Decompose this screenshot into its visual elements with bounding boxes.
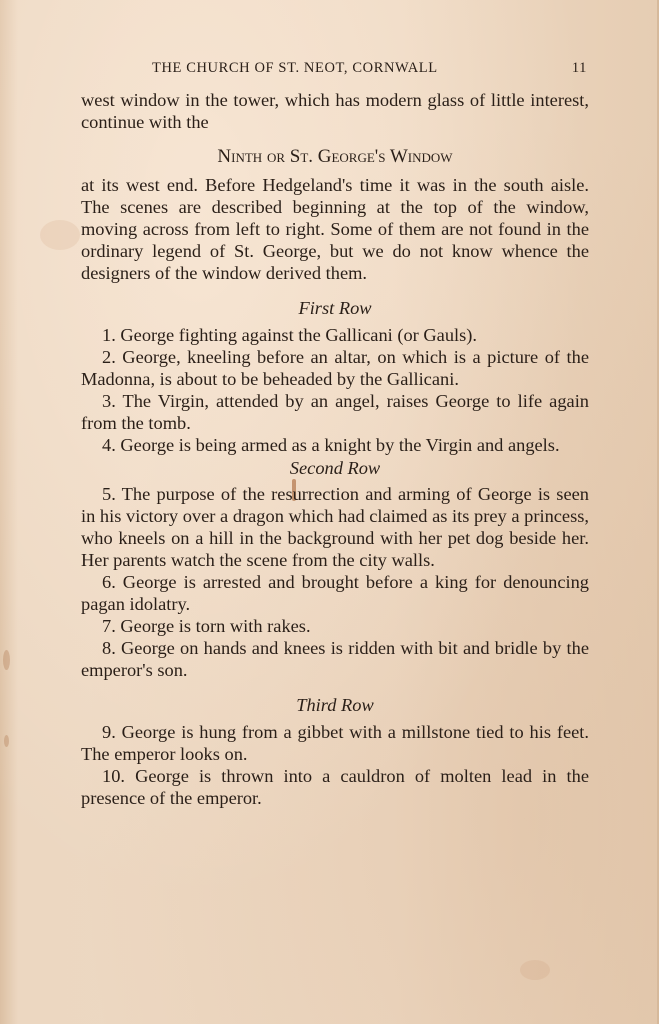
running-title: THE CHURCH OF ST. NEOT, CORNWALL bbox=[152, 60, 438, 76]
list-item: 2. George, kneeling before an altar, on which is a picture of the Madonna, is about to be beheaded by the Gallicani. bbox=[81, 347, 589, 389]
list-item: 6. George is arrested and brought before a king for denouncing pagan idolatry. bbox=[81, 572, 589, 614]
list-item: 3. The Virgin, attended by an angel, raises George to life again from the tomb. bbox=[81, 391, 589, 433]
description-paragraph: at its west end. Before Hedgeland's time it was in the south aisle. The scenes are described beginning at the top of the window, moving across from left to right. Some of them are not found in the ordinary legend of St. George, but we do not know whence the designers of the window derived them. bbox=[81, 175, 589, 283]
foxing-spot bbox=[40, 220, 80, 250]
page-body bbox=[81, 89, 589, 809]
list-item: 5. The purpose of the resurrection and arming of George is seen in his victory over a dragon which had claimed as its prey a princess, who kneels on a hill in the background with her pet dog beside her. Her parents watch the scene from the city walls. bbox=[81, 484, 589, 570]
list-item: 4. George is being armed as a knight by the Virgin and angels. bbox=[102, 435, 560, 455]
foxing-spot bbox=[3, 650, 10, 670]
page-number: 11 bbox=[571, 60, 587, 76]
list-item: 9. George is hung from a gibbet with a millstone tied to his feet. The emperor looks on. bbox=[81, 722, 589, 764]
foxing-spot bbox=[4, 735, 9, 747]
list-item: 8. George on hands and knees is ridden with bit and bridle by the emperor's son. bbox=[81, 638, 589, 680]
row-heading-second: Second Row bbox=[289, 458, 381, 478]
intro-paragraph: west window in the tower, which has modern glass of little interest, continue with the bbox=[81, 90, 589, 132]
list-item: 10. George is thrown into a cauldron of molten lead in the presence of the emperor. bbox=[81, 766, 589, 808]
section-heading: Ninth or St. George's Window bbox=[217, 146, 453, 167]
list-item: 1. George fighting against the Gallicani (or Gauls). bbox=[102, 325, 478, 345]
foxing-spot bbox=[520, 960, 550, 980]
running-header bbox=[152, 60, 587, 77]
row-heading-first: First Row bbox=[298, 298, 372, 318]
list-item: 7. George is torn with rakes. bbox=[102, 616, 311, 636]
row-heading-third: Third Row bbox=[296, 695, 374, 715]
